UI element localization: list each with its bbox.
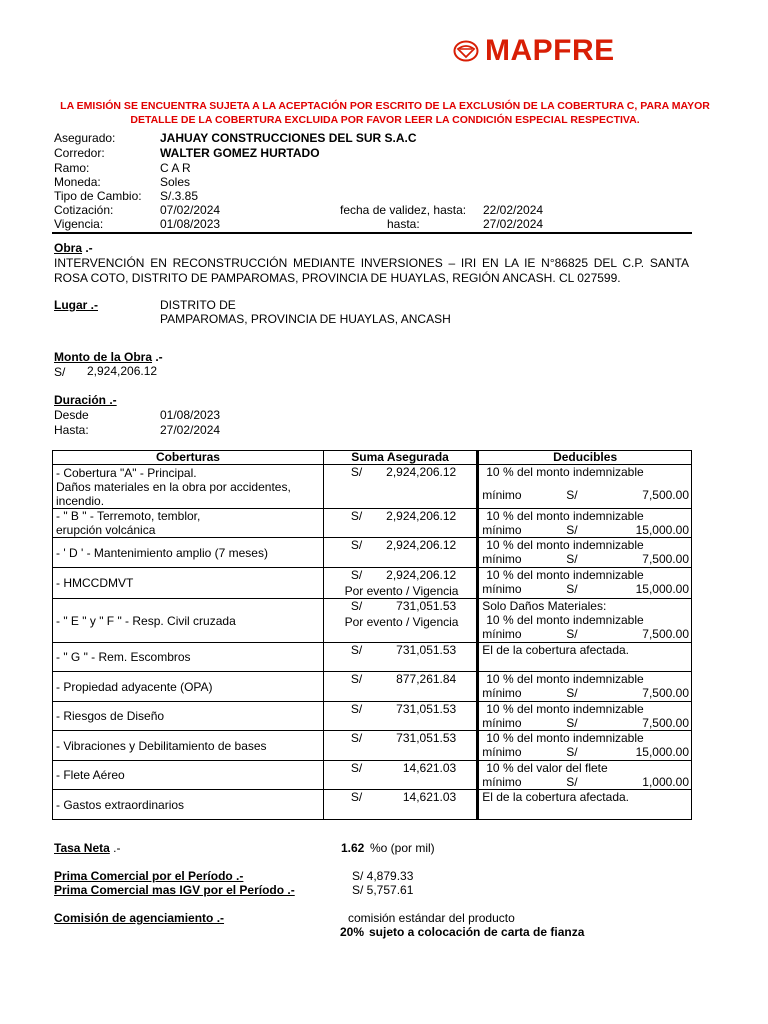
sum-currency: S/: [350, 465, 363, 479]
coverage-name-line: - HMCCDMVT: [56, 576, 134, 590]
deductible-cell: [478, 761, 692, 790]
monto-currency: S/: [54, 365, 66, 379]
hasta-label: Hasta:: [54, 423, 89, 437]
deductible-percent: 10: [486, 613, 500, 627]
deductible-min-currency: S/: [566, 716, 578, 730]
deductible-note: Solo Daños Materiales:: [482, 599, 607, 613]
deductible-percent-text: % del monto indemnizable: [502, 538, 644, 552]
sum-insured-cell: [323, 538, 477, 568]
deductible-cell: [478, 538, 692, 568]
deductible-cell: [478, 672, 692, 702]
sum-amount: 731,051.53: [396, 643, 457, 657]
coverage-name-cell: [53, 568, 324, 599]
coverage-name-cell: [53, 761, 324, 790]
coverage-name-cell: [53, 599, 324, 643]
obra-description: INTERVENCIÓN EN RECONSTRUCCIÓN MEDIANTE INVERSIONES – IRI EN LA IE N°86825 DEL C.P. SANTA ROSA COTO, DISTRITO DE PAMPAROMAS, PROVINCIA DE HUAYLAS, REGIÓN ANCASH. CL 027599.: [54, 256, 689, 285]
coverage-name-line: - " B " - Terremoto, temblor,: [56, 509, 201, 523]
validez-label: fecha de validez, hasta:: [340, 203, 467, 217]
coverage-name-line: - Flete Aéreo: [56, 768, 125, 782]
deductible-cell: [478, 643, 692, 672]
prima-label: Prima Comercial por el Período .-: [54, 869, 244, 883]
deductible-percent-text: % del monto indemnizable: [502, 702, 644, 716]
cotizacion-label: Cotización:: [54, 203, 114, 217]
header-coberturas: Coberturas: [53, 451, 324, 465]
deductible-percent: 10: [486, 568, 500, 582]
sum-currency: S/: [350, 731, 363, 745]
tasa-suffix: .-: [109, 841, 121, 855]
deductible-percent: 10: [486, 761, 500, 775]
coverage-row: [53, 568, 692, 599]
coverage-name-line: - Propiedad adyacente (OPA): [56, 679, 213, 694]
deductible-min-label: mínimo: [482, 488, 522, 502]
tasa-label: Tasa Neta: [54, 841, 110, 855]
deductible-min-amount: 7,500.00: [642, 686, 689, 700]
deductible-min-label: mínimo: [482, 686, 522, 700]
comision-line1: comisión estándar del producto: [348, 911, 515, 925]
moneda-label: Moneda:: [54, 175, 101, 189]
deductible-percent-text: % del monto indemnizable: [502, 613, 644, 627]
corredor-value: WALTER GOMEZ HURTADO: [160, 146, 320, 160]
monto-label: Monto de la Obra: [54, 350, 153, 364]
sum-insured-cell: [323, 790, 477, 820]
desde-label: Desde: [54, 408, 89, 422]
deductible-percent: 10: [486, 702, 500, 716]
deductible-min-label: mínimo: [482, 716, 522, 730]
ramo-value: C A R: [160, 161, 191, 175]
coverage-name-line: - Riesgos de Diseño: [56, 709, 165, 723]
lugar-line1: DISTRITO DE: [160, 298, 236, 312]
sum-insured-cell: [323, 702, 477, 731]
prima-value: S/ 4,879.33: [352, 869, 414, 883]
tipo-cambio-label: Tipo de Cambio:: [54, 189, 142, 203]
deductible-cell: [478, 790, 692, 820]
sum-amount: 731,051.53: [396, 731, 457, 745]
coverage-name-cell: [53, 509, 324, 538]
sum-insured-cell: [323, 731, 477, 761]
deductible-text: El de la cobertura afectada.: [482, 643, 629, 657]
sum-amount: 14,621.03: [402, 790, 457, 804]
sum-insured-cell: [323, 599, 477, 643]
coverage-name-line: - Gastos extraordinarios: [56, 797, 185, 812]
corredor-label: Corredor:: [54, 146, 105, 160]
deductible-cell: [478, 568, 692, 599]
coverage-name-line: - " G " - Rem. Escombros: [56, 650, 191, 664]
duracion-label: Duración .-: [54, 393, 117, 407]
coverage-row: [53, 761, 692, 790]
header-suma-asegurada: Suma Asegurada: [323, 451, 477, 465]
brand-name: MAPFRE: [485, 34, 615, 67]
coverage-name-line: Daños materiales en la obra por accidentes, incendio.: [56, 479, 291, 508]
deductible-min-currency: S/: [566, 627, 578, 641]
sum-amount: 2,924,206.12: [386, 509, 457, 523]
comision-label: Comisión de agenciamiento .-: [54, 911, 225, 925]
ramo-label: Ramo:: [54, 161, 90, 175]
deductible-min-amount: 7,500.00: [642, 488, 689, 502]
sum-insured-cell: [323, 761, 477, 790]
deductible-cell: [478, 702, 692, 731]
coverage-row: [53, 643, 692, 672]
coverage-row: [53, 509, 692, 538]
sum-amount: 2,924,206.12: [386, 568, 457, 582]
sum-insured-cell: [323, 672, 477, 702]
deductible-percent-text: % del monto indemnizable: [502, 672, 644, 686]
sum-currency: S/: [350, 538, 363, 552]
coverage-row: [53, 538, 692, 568]
comision-line2: sujeto a colocación de carta de fianza: [369, 925, 585, 939]
vigencia-value: 01/08/2023: [160, 217, 221, 231]
moneda-value: Soles: [160, 175, 191, 189]
sum-currency: S/: [350, 790, 363, 804]
desde-value: 01/08/2023: [160, 408, 221, 422]
coverage-name-line: erupción volcánica: [56, 523, 156, 537]
sum-basis: Por evento / Vigencia: [344, 615, 459, 629]
sum-amount: 2,924,206.12: [386, 538, 457, 552]
sum-currency: S/: [350, 702, 363, 716]
deductible-cell: [478, 465, 692, 509]
deductible-percent-text: % del valor del flete: [502, 761, 608, 775]
deductible-percent: 10: [486, 509, 500, 523]
deductible-min-label: mínimo: [482, 745, 522, 759]
deductible-min-currency: S/: [566, 582, 578, 596]
deductible-min-amount: 15,000.00: [635, 523, 689, 537]
header-deducibles: Deducibles: [478, 451, 692, 465]
deductible-min-currency: S/: [566, 775, 578, 789]
sum-insured-cell: [323, 568, 477, 599]
sum-currency: S/: [350, 761, 363, 775]
coverage-row: [53, 599, 692, 643]
coverage-table-body: [53, 465, 692, 820]
deductible-cell: [478, 509, 692, 538]
vigencia-hasta-value: 27/02/2024: [483, 217, 544, 231]
sum-basis: Por evento / Vigencia: [344, 584, 459, 598]
deductible-min-currency: S/: [566, 523, 578, 537]
coverage-row: [53, 465, 692, 509]
deductible-cell: [478, 599, 692, 643]
vigencia-label: Vigencia:: [54, 217, 104, 231]
coverage-name-line: - ' D ' - Mantenimiento amplio (7 meses): [56, 545, 268, 560]
coverage-name-cell: [53, 790, 324, 820]
cotizacion-value: 07/02/2024: [160, 203, 221, 217]
deductible-percent-text: % del monto indemnizable: [502, 731, 644, 745]
deductible-cell: [478, 731, 692, 761]
coverage-row: [53, 672, 692, 702]
deductible-min-currency: S/: [566, 686, 578, 700]
deductible-percent-text: % del monto indemnizable: [502, 465, 644, 479]
deductible-min-amount: 7,500.00: [642, 552, 689, 566]
deductible-text: El de la cobertura afectada.: [482, 790, 629, 804]
sum-currency: S/: [350, 509, 363, 523]
deductible-min-label: mínimo: [482, 627, 522, 641]
deductible-percent: 10: [486, 538, 500, 552]
deductible-min-amount: 7,500.00: [642, 627, 689, 641]
deductible-min-currency: S/: [566, 488, 578, 502]
coverage-name-cell: [53, 672, 324, 702]
obra-suffix: .-: [82, 241, 93, 255]
deductible-min-amount: 1,000.00: [642, 775, 689, 789]
deductible-min-label: mínimo: [482, 552, 522, 566]
sum-currency: S/: [350, 599, 363, 613]
sum-insured-cell: [323, 465, 477, 509]
coverage-name-cell: [53, 538, 324, 568]
deductible-percent-text: % del monto indemnizable: [502, 509, 644, 523]
validez-value: 22/02/2024: [483, 203, 544, 217]
sum-currency: S/: [350, 643, 363, 657]
coverage-name-cell: [53, 465, 324, 509]
monto-heading: [54, 350, 163, 364]
asegurado-value: JAHUAY CONSTRUCCIONES DEL SUR S.A.C: [160, 131, 417, 145]
monto-value: 2,924,206.12: [87, 364, 158, 378]
deductible-min-label: mínimo: [482, 775, 522, 789]
tasa-value: 1.62: [341, 841, 365, 855]
obra-label: Obra: [54, 241, 83, 255]
coverage-table-header: [53, 451, 692, 465]
sum-amount: 731,051.53: [396, 599, 457, 613]
sum-amount: 731,051.53: [396, 702, 457, 716]
coverage-row: [53, 790, 692, 820]
hasta-value: 27/02/2024: [160, 423, 221, 437]
lugar-label: Lugar .-: [54, 298, 98, 312]
tasa-unit: %o (por mil): [370, 841, 435, 855]
coverage-name-line: - Cobertura "A" - Principal.: [56, 465, 197, 480]
coverage-name-cell: [53, 731, 324, 761]
coverage-name-cell: [53, 702, 324, 731]
deductible-percent-text: % del monto indemnizable: [502, 568, 644, 582]
obra-heading: [54, 241, 93, 255]
comision-pct: 20%: [340, 925, 365, 939]
sum-amount: 2,924,206.12: [386, 465, 457, 479]
coverage-name-line: - Vibraciones y Debilitamiento de bases: [56, 738, 267, 753]
coverage-name-cell: [53, 643, 324, 672]
deductible-min-label: mínimo: [482, 582, 522, 596]
deductible-percent: 10: [486, 465, 500, 479]
deductible-min-currency: S/: [566, 745, 578, 759]
exclusion-notice: LA EMISIÓN SE ENCUENTRA SUJETA A LA ACEPTACIÓN POR ESCRITO DE LA EXCLUSIÓN DE LA COBERTURA C, PARA MAYOR DETALLE DE LA COBERTURA EXCLUIDA POR FAVOR LEER LA CONDICIÓN ESPECIAL RESPECTIVA.: [60, 100, 710, 126]
header-divider: [52, 232, 692, 234]
deductible-min-amount: 15,000.00: [635, 582, 689, 596]
deductible-percent: 10: [486, 672, 500, 686]
sum-currency: S/: [350, 568, 363, 582]
deductible-min-amount: 7,500.00: [642, 716, 689, 730]
coverage-row: [53, 702, 692, 731]
tasa-heading: [54, 841, 120, 855]
coverage-table: [52, 450, 692, 820]
coverage-name-line: - " E " y " F " - Resp. Civil cruzada: [56, 613, 236, 628]
deductible-percent: 10: [486, 731, 500, 745]
prima-igv-value: S/ 5,757.61: [352, 883, 414, 897]
lugar-line2: PAMPAROMAS, PROVINCIA DE HUAYLAS, ANCASH: [160, 312, 451, 326]
deductible-min-currency: S/: [566, 552, 578, 566]
sum-amount: 877,261.84: [396, 672, 457, 686]
sum-amount: 14,621.03: [402, 761, 457, 775]
monto-suffix: .-: [152, 350, 163, 364]
sum-insured-cell: [323, 643, 477, 672]
mapfre-emblem-icon: [453, 40, 479, 62]
mapfre-logo: [453, 34, 615, 68]
sum-currency: S/: [350, 672, 363, 686]
prima-igv-label: Prima Comercial mas IGV por el Período .-: [54, 883, 295, 897]
sum-insured-cell: [323, 509, 477, 538]
deductible-min-label: mínimo: [482, 523, 522, 537]
deductible-min-amount: 15,000.00: [635, 745, 689, 759]
vigencia-hasta-label: hasta:: [387, 217, 420, 231]
tipo-cambio-value: S/.3.85: [160, 189, 199, 203]
asegurado-label: Asegurado:: [54, 131, 116, 145]
coverage-row: [53, 731, 692, 761]
